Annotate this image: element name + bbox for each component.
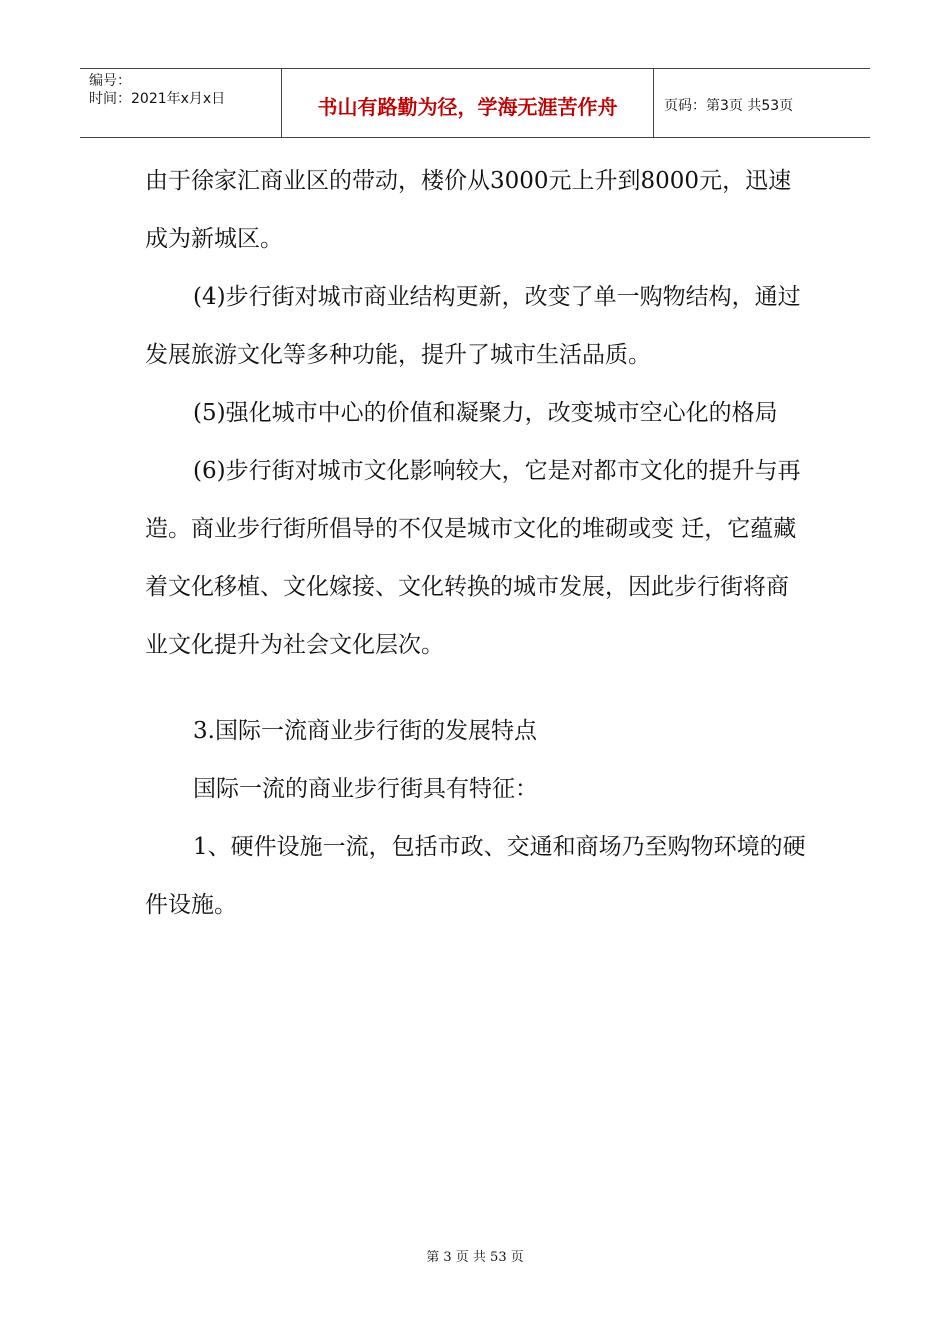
paragraph: (5)强化城市中心的价值和凝聚力，改变城市空心化的格局 xyxy=(193,400,778,426)
paragraph: (4)步行街对城市商业结构更新，改变了单一购物结构，通过发展旅游文化等多种功能，提升了城市生活品质。 xyxy=(145,284,801,368)
header-meta xyxy=(80,69,282,137)
paragraph: 国际一流的商业步行街具有特征： xyxy=(193,776,538,802)
header-motto: 书山有路勤为径，学海无涯苦作舟 xyxy=(282,69,654,137)
header-page-info: 页码：第3页 共53页 xyxy=(664,98,794,114)
paragraph: 由于徐家汇商业区的带动，楼价从3000元上升到8000元，迅速成为新城区。 xyxy=(145,168,792,252)
paragraph: (6)步行街对城市文化影响较大，它是对都市文化的提升与再造。商业步行街所倡导的不仅是城市文化的堆砌或变 迁，它蕴藏着文化移植、文化嫁接、文化转换的城市发展，因此步行街将商业文化提升为社会文化层次。 xyxy=(145,458,801,658)
document-time-label: 时间：2021年x月x日 xyxy=(89,91,226,107)
page-header xyxy=(80,68,870,138)
paragraph: 1、硬件设施一流，包括市政、交通和商场乃至购物环境的硬件设施。 xyxy=(145,834,806,918)
page-footer: 第 3 页 共 53 页 xyxy=(426,1250,524,1265)
section-heading: 3.国际一流商业步行街的发展特点 xyxy=(193,718,537,744)
document-body xyxy=(145,152,810,934)
document-number-label: 编号： xyxy=(89,73,131,89)
